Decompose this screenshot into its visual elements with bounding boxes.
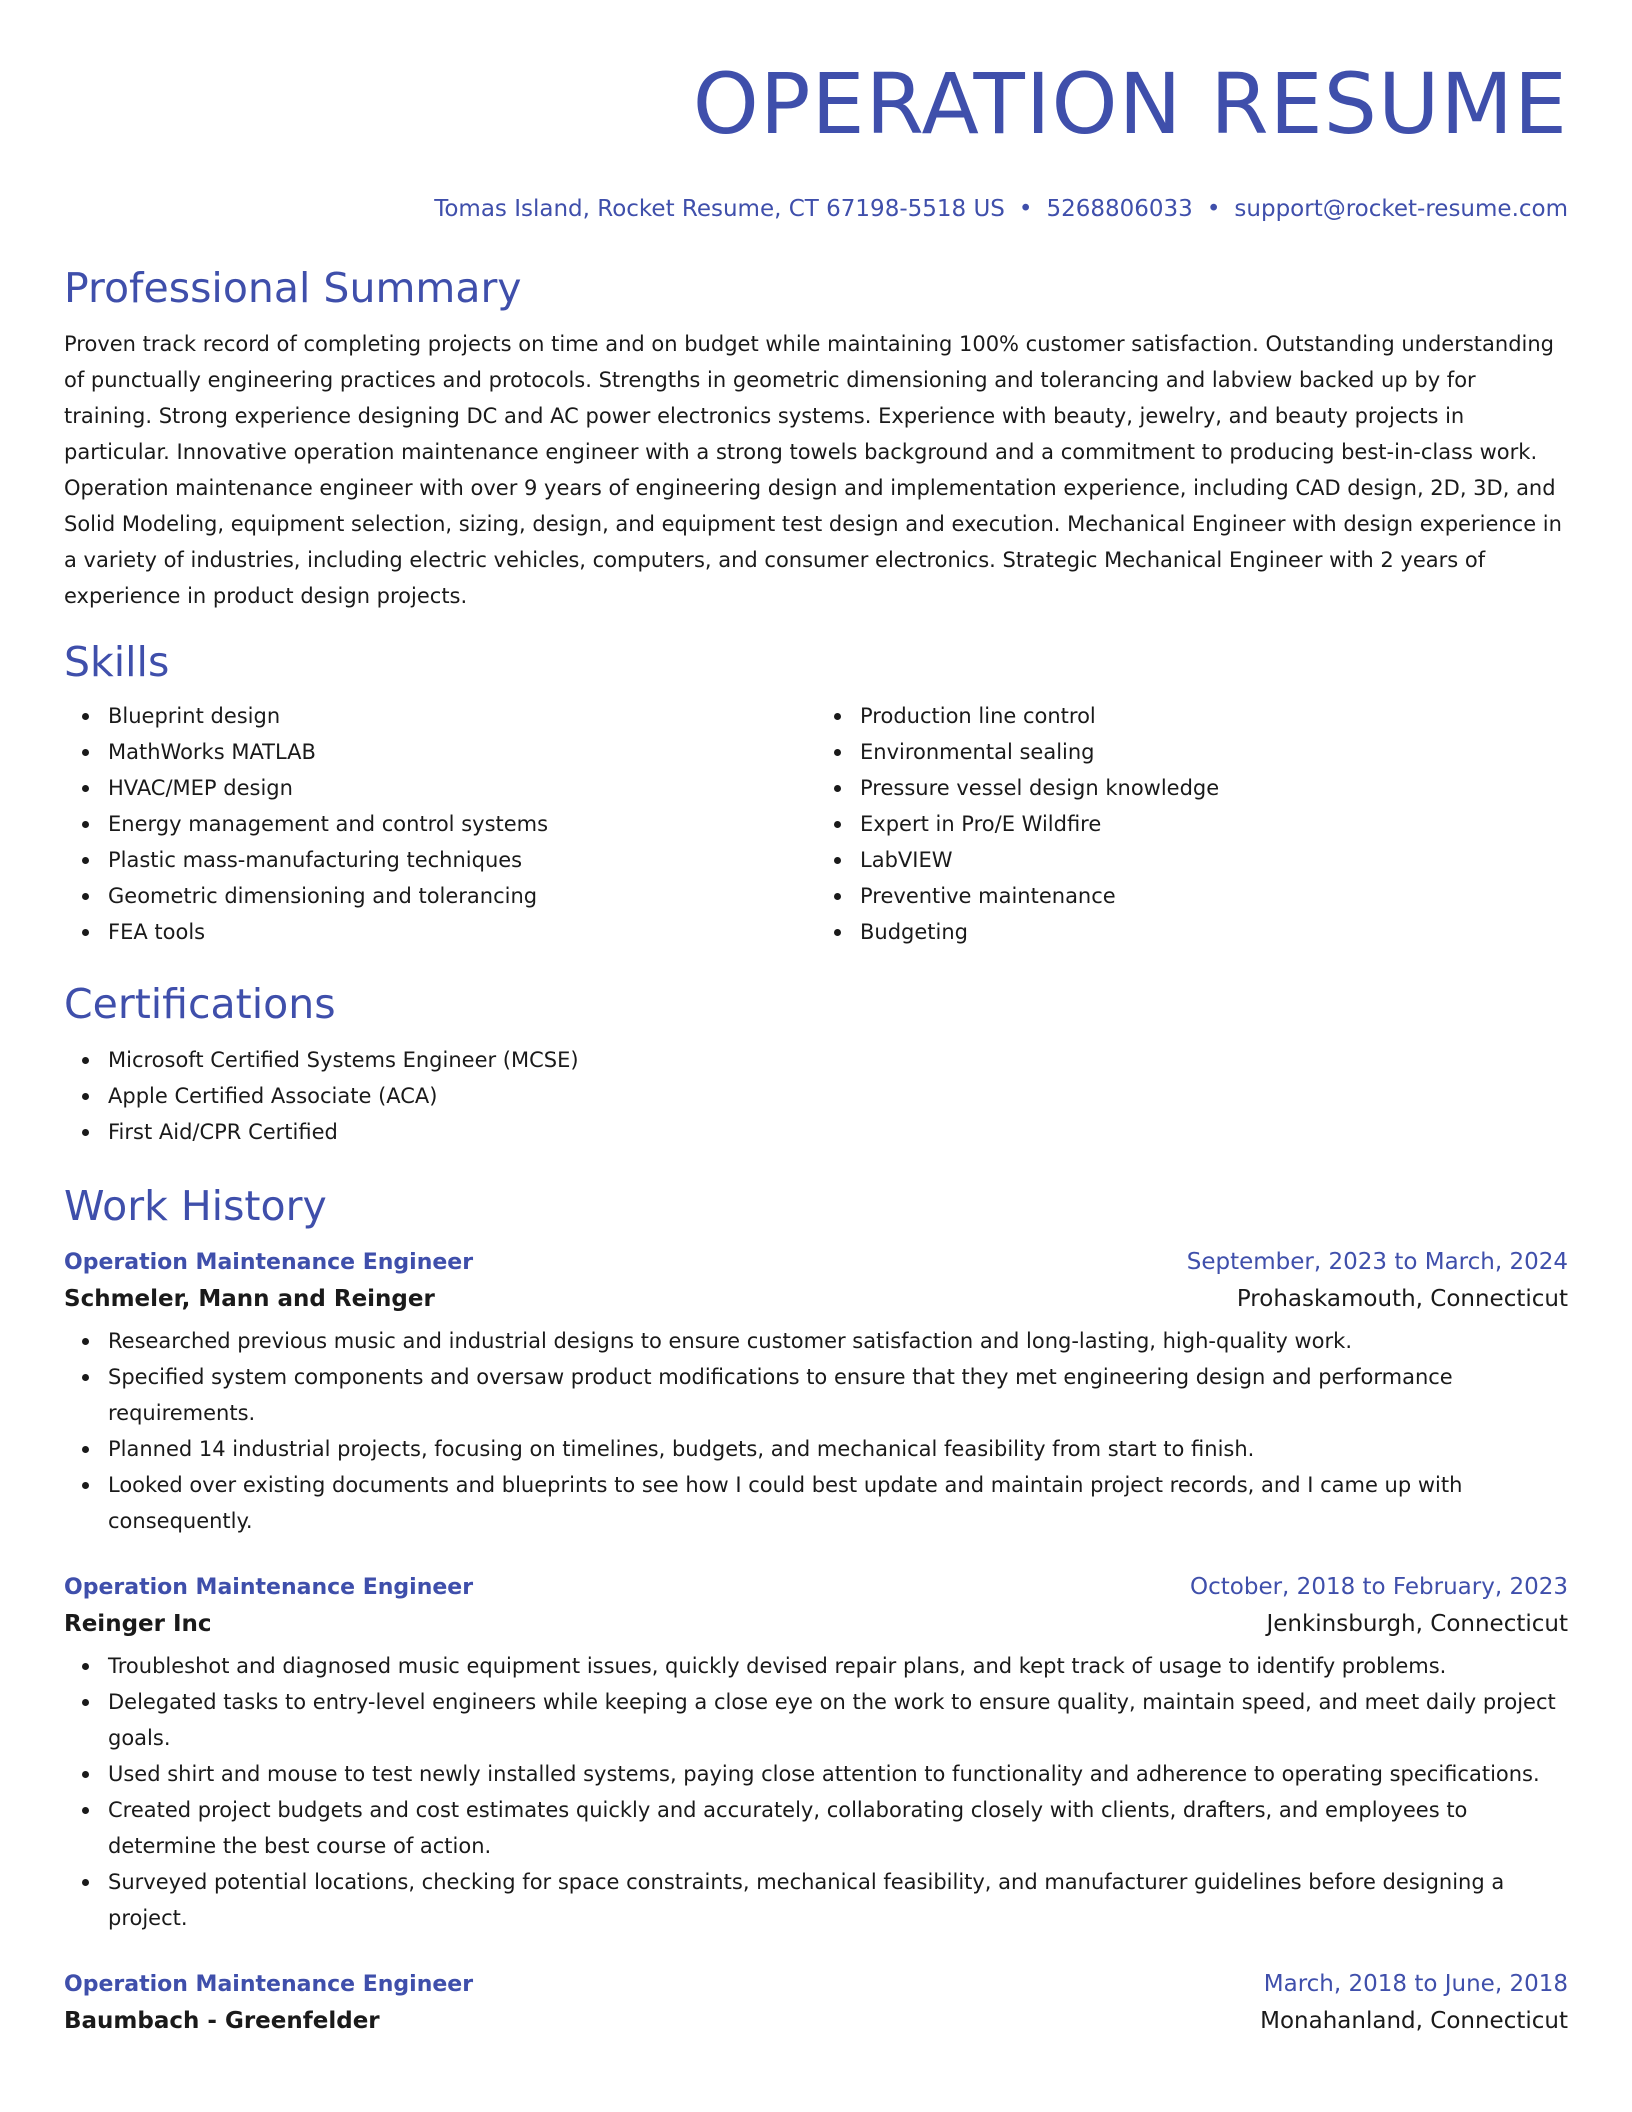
skill-item: Expert in Pro/E Wildfire [860,806,1568,842]
job-entry [64,1966,1568,2039]
job-company: Baumbach - Greenfelder [64,2008,380,2034]
contact-email[interactable]: support@rocket-resume.com [1234,196,1568,222]
job-company-row [64,1281,1568,1317]
job-bullets [64,1648,1568,1936]
skill-item: FEA tools [108,914,816,950]
certification-item: Microsoft Certified Systems Engineer (MCSE) [108,1042,1568,1078]
job-company: Reinger Inc [64,1611,212,1637]
job-company-row [64,2003,1568,2039]
work-history-section [64,1180,1568,2039]
job-bullet: Specified system components and oversaw product modifications to ensure that they met engineering design and performance requirements. [108,1359,1568,1431]
job-title: Operation Maintenance Engineer [64,1250,474,1275]
job-title: Operation Maintenance Engineer [64,1972,474,1997]
job-bullet: Looked over existing documents and blueprints to see how I could best update and maintain project records, and I came up with consequently. [108,1467,1568,1539]
job-bullet: Surveyed potential locations, checking for space constraints, mechanical feasibility, and manufacturer guidelines before designing a project. [108,1864,1568,1936]
job-bullet: Planned 14 industrial projects, focusing on timelines, budgets, and mechanical feasibility from start to finish. [108,1431,1568,1467]
skill-item: MathWorks MATLAB [108,734,816,770]
job-entry [64,1569,1568,1936]
job-bullet: Researched previous music and industrial designs to ensure customer satisfaction and long-lasting, high-quality work. [108,1323,1568,1359]
job-bullet: Troubleshot and diagnosed music equipment issues, quickly devised repair plans, and kept track of usage to identify problems. [108,1648,1568,1684]
certification-item: Apple Certified Associate (ACA) [108,1078,1568,1114]
skills-grid [64,698,1568,950]
skill-item: Energy management and control systems [108,806,816,842]
contact-line [64,194,1568,224]
skills-column-right [816,698,1568,950]
job-bullet: Delegated tasks to entry-level engineers while keeping a close eye on the work to ensure quality, maintain speed, and meet daily project goals. [108,1684,1568,1756]
skill-item: Pressure vessel design knowledge [860,770,1568,806]
skill-item: HVAC/MEP design [108,770,816,806]
certifications-list [64,1042,1568,1150]
skill-item: Production line control [860,698,1568,734]
certifications-heading: Certifications [64,980,336,1028]
certification-item: First Aid/CPR Certified [108,1114,1568,1150]
skill-item: Budgeting [860,914,1568,950]
contact-phone: 5268806033 [1046,196,1193,222]
job-location: Monahanland, Connecticut [1260,2008,1568,2034]
resume-header [64,0,1568,224]
job-company-row [64,1606,1568,1642]
work-history-heading: Work History [64,1182,327,1230]
skill-item: Geometric dimensioning and tolerancing [108,878,816,914]
skills-column-left [64,698,816,950]
job-entry [64,1244,1568,1539]
job-company: Schmeler, Mann and Reinger [64,1286,435,1312]
skill-item: Plastic mass-manufacturing techniques [108,842,816,878]
job-dates: September, 2023 to March, 2024 [1186,1249,1568,1275]
job-bullet: Created project budgets and cost estimates quickly and accurately, collaborating closely with clients, drafters, and employees to determine the best course of action. [108,1792,1568,1864]
job-dates: October, 2018 to February, 2023 [1190,1574,1568,1600]
certifications-section [64,978,1568,1150]
job-dates: March, 2018 to June, 2018 [1263,1971,1568,1997]
job-location: Prohaskamouth, Connecticut [1236,1286,1568,1312]
job-title: Operation Maintenance Engineer [64,1575,474,1600]
job-header-row [64,1244,1568,1281]
contact-separator: • [1206,196,1221,222]
skills-heading: Skills [64,638,170,686]
summary-text: Proven track record of completing projects on time and on budget while maintaining 100% customer satisfaction. Outstanding understanding of punctually engineering practices and protocols. Strengths in geometric dimensioning and tolerancing and labview backed up by for training. Strong experience designing DC and AC power electronics systems. Experience with beauty, jewelry, and beauty projects in particular. Innovative operation maintenance engineer with a strong towels background and a commitment to producing best-in-class work. Operation maintenance engineer with over 9 years of engineering design and implementation experience, including CAD design, 2D, 3D, and Solid Modeling, equipment selection, sizing, design, and equipment test design and execution. Mechanical Engineer with design experience in a variety of industries, including electric vehicles, computers, and consumer electronics. Strategic Mechanical Engineer with 2 years of experience in product design projects. [64,332,1562,608]
skills-section [64,636,1568,950]
job-bullet: Used shirt and mouse to test newly installed systems, paying close attention to functionality and adherence to operating specifications. [108,1756,1568,1792]
skill-item: Preventive maintenance [860,878,1568,914]
summary-heading: Professional Summary [64,264,522,312]
resume-name: OPERATION RESUME [692,55,1568,153]
skill-item: LabVIEW [860,842,1568,878]
job-location: Jenkinsburgh, Connecticut [1266,1611,1568,1637]
contact-address: Tomas Island, Rocket Resume, CT 67198-5518 US [434,196,1005,222]
contact-separator: • [1018,196,1033,222]
summary-section [64,262,1568,614]
job-header-row [64,1569,1568,1606]
job-header-row [64,1966,1568,2003]
skill-item: Environmental sealing [860,734,1568,770]
job-bullets [64,1323,1568,1539]
skill-item: Blueprint design [108,698,816,734]
